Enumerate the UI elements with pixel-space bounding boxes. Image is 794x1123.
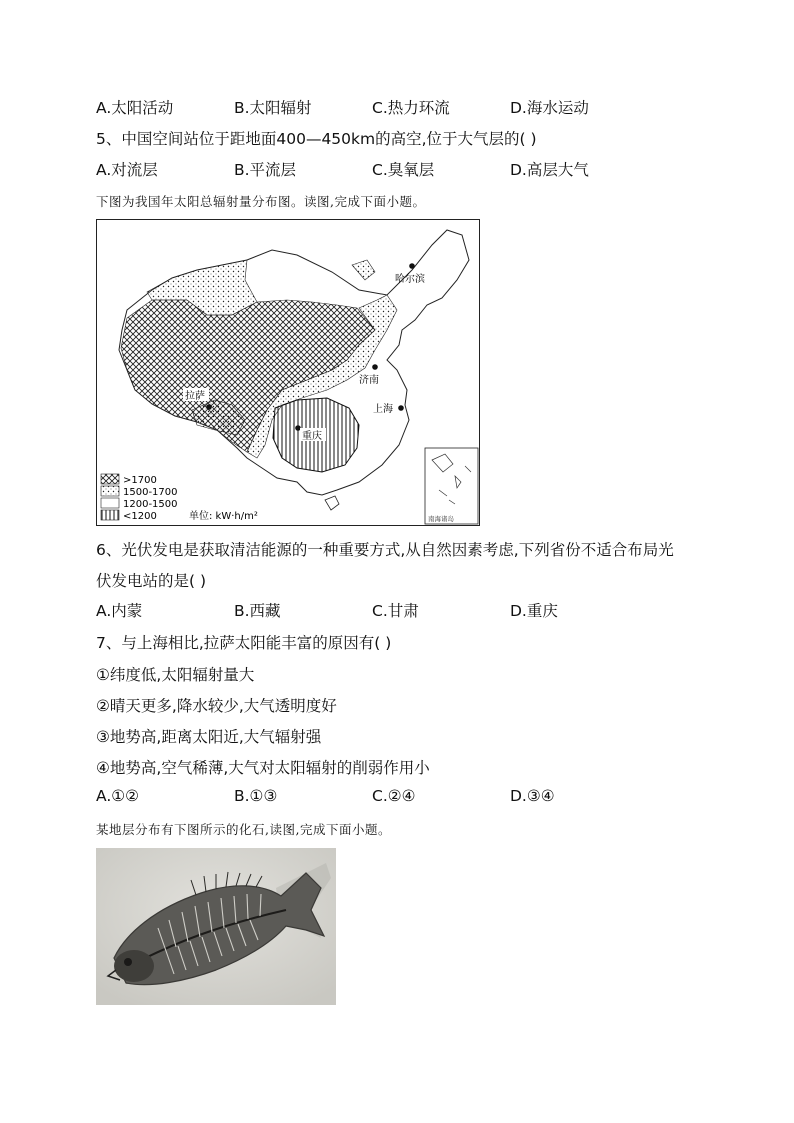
q7-statement-1: ①纬度低,太阳辐射量大 (96, 666, 255, 684)
chongqing-label: 重庆 (302, 431, 322, 442)
fish-fossil-image (96, 848, 336, 1005)
shanghai-dot (398, 405, 404, 411)
q5-option-b: B.平流层 (234, 161, 297, 179)
q7-stem: 7、与上海相比,拉萨太阳能丰富的原因有( ) (96, 634, 392, 652)
legend-swatch-1500-1700 (101, 486, 119, 496)
legend-unit: 单位: kW·h/m² (189, 511, 258, 522)
q6-option-c: C.甘肃 (372, 602, 419, 620)
q4-option-a: A.太阳活动 (96, 99, 174, 117)
q7-option-c: C.②④ (372, 787, 416, 805)
q6-option-a: A.内蒙 (96, 602, 143, 620)
q7-statement-2: ②晴天更多,降水较少,大气透明度好 (96, 697, 337, 715)
lhasa-label: 拉萨 (185, 391, 205, 402)
hainan-island (325, 496, 339, 510)
harbin-label: 哈尔滨 (395, 274, 425, 285)
map-intro-text: 下图为我国年太阳总辐射量分布图。读图,完成下面小题。 (96, 194, 426, 209)
q7-statement-4: ④地势高,空气稀薄,大气对太阳辐射的削弱作用小 (96, 759, 430, 777)
q4-option-d: D.海水运动 (510, 99, 589, 117)
legend-label-under-1200: <1200 (123, 511, 157, 522)
q7-statement-3: ③地势高,距离太阳近,大气辐射强 (96, 728, 322, 746)
lhasa-dot (206, 404, 212, 410)
region-1500-1700-northeast (352, 260, 375, 280)
legend-label-over-1700: >1700 (123, 475, 157, 486)
q6-option-d: D.重庆 (510, 602, 558, 620)
legend-label-1200-1500: 1200-1500 (123, 499, 178, 510)
legend-swatch-over-1700 (101, 474, 119, 484)
solar-radiation-map (96, 219, 480, 526)
q4-option-b: B.太阳辐射 (234, 99, 312, 117)
harbin-dot (409, 263, 415, 269)
q7-option-a: A.①② (96, 787, 140, 805)
shanghai-label: 上海 (373, 404, 393, 415)
q5-option-a: A.对流层 (96, 161, 158, 179)
q7-option-b: B.①③ (234, 787, 278, 805)
jinan-label: 济南 (359, 375, 379, 386)
china-map-svg (97, 220, 479, 525)
q5-option-c: C.臭氧层 (372, 161, 435, 179)
jinan-dot (372, 364, 378, 370)
chongqing-dot (295, 425, 301, 431)
q5-stem: 5、中国空间站位于距地面400—450km的高空,位于大气层的( ) (96, 130, 537, 148)
fish-fossil-svg (96, 848, 336, 1005)
q5-option-d: D.高层大气 (510, 161, 589, 179)
q7-option-d: D.③④ (510, 787, 555, 805)
fossil-intro-text: 某地层分布有下图所示的化石,读图,完成下面小题。 (96, 822, 391, 837)
q4-option-c: C.热力环流 (372, 99, 450, 117)
q6-stem-line2: 伏发电站的是( ) (96, 572, 207, 590)
inset-label: 南海诸岛 (428, 515, 454, 523)
q6-stem-line1: 6、光伏发电是获取清洁能源的一种重要方式,从自然因素考虑,下列省份不适合布局光 (96, 541, 674, 559)
legend-swatch-1200-1500 (101, 498, 119, 508)
q6-option-b: B.西藏 (234, 602, 281, 620)
legend-label-1500-1700: 1500-1700 (123, 487, 178, 498)
legend-swatch-under-1200 (101, 510, 119, 520)
